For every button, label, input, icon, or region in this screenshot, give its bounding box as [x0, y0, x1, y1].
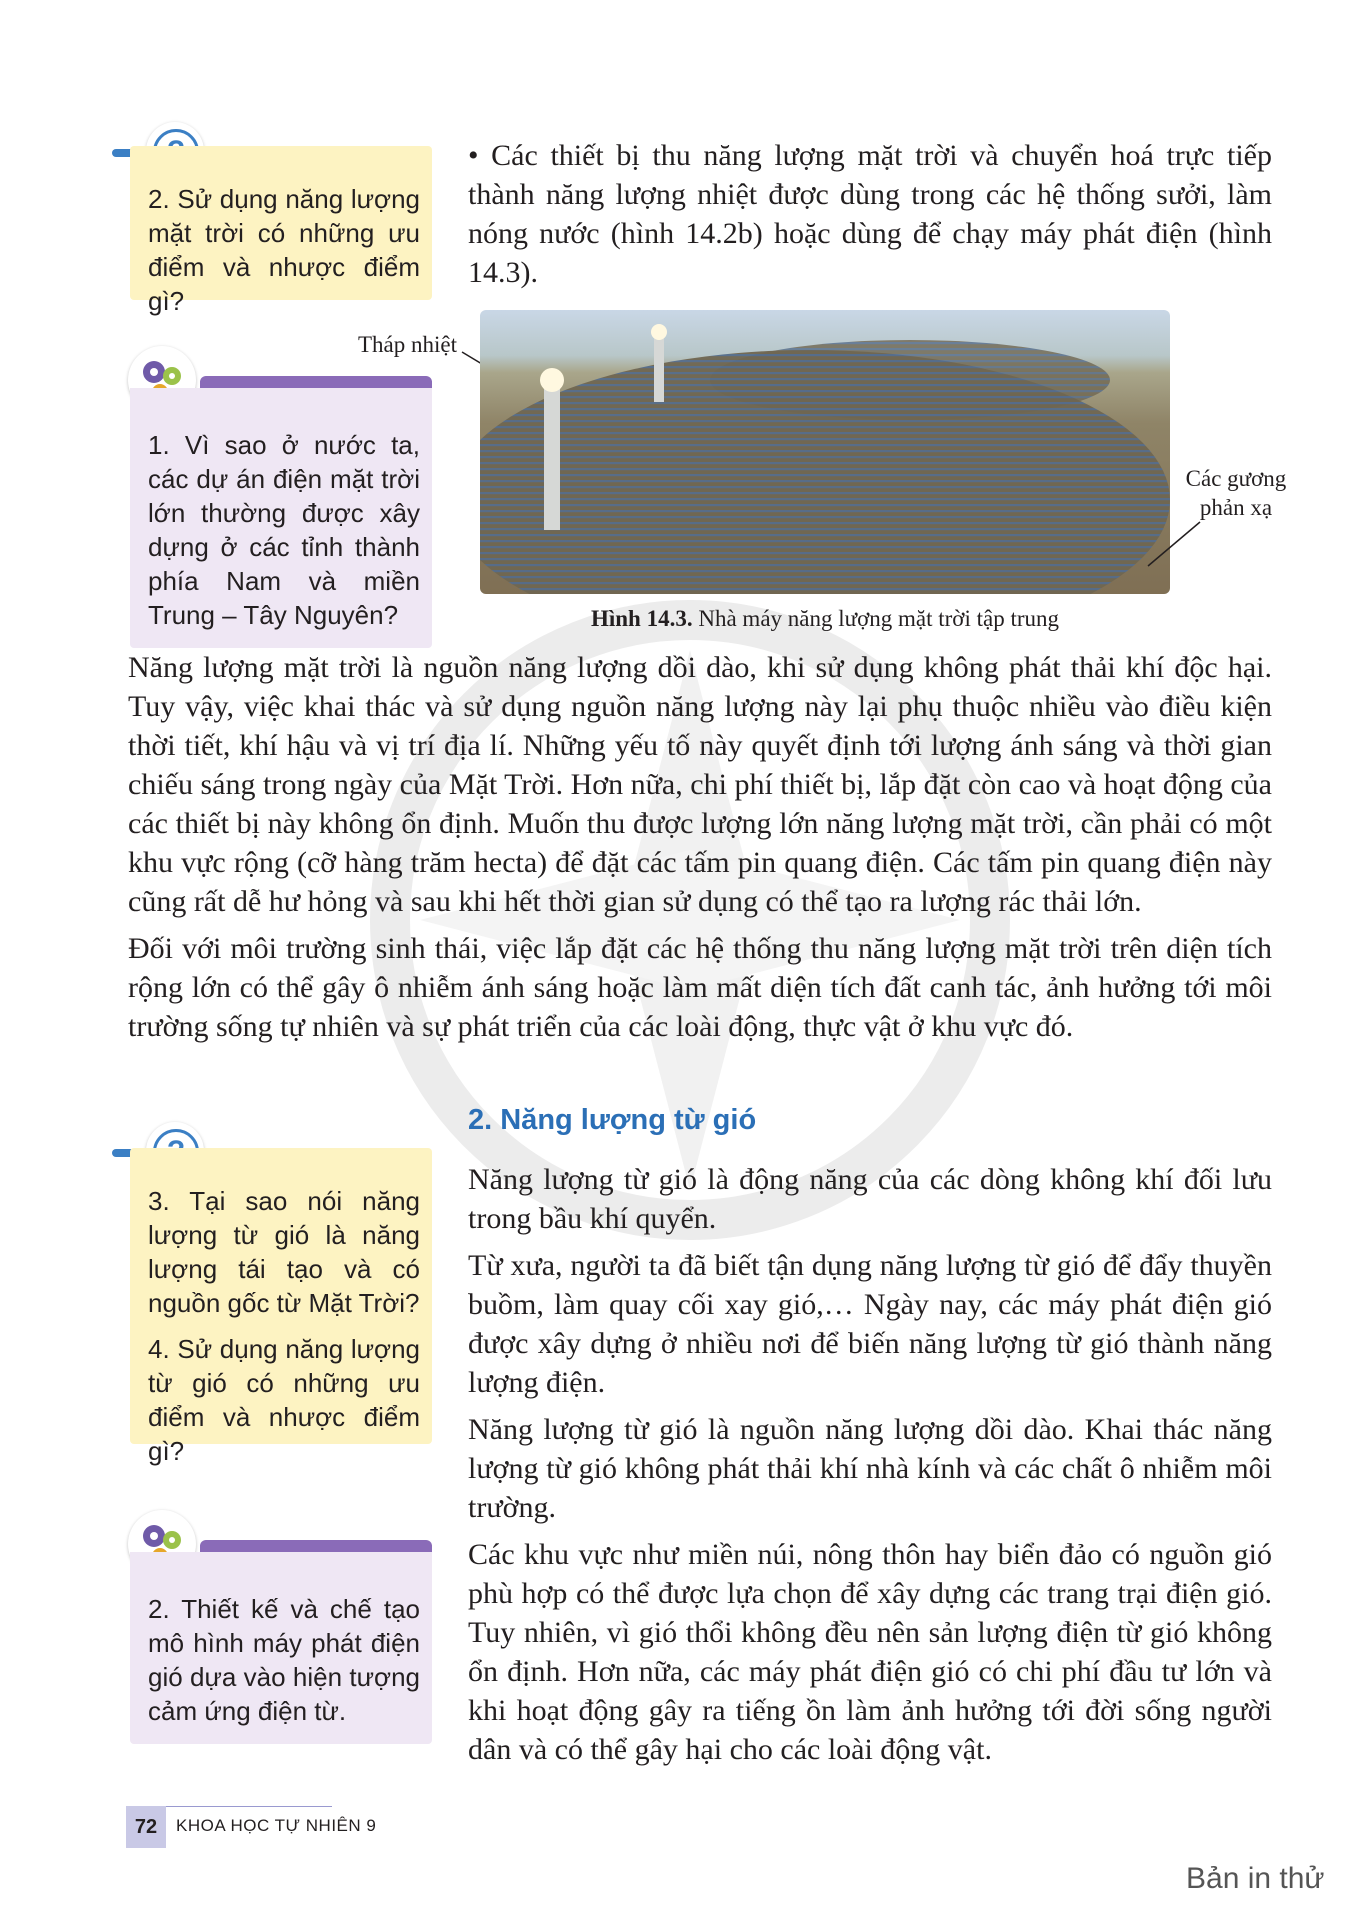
- wind-paragraphs: [468, 1160, 1272, 1777]
- page-number: 72: [134, 1816, 158, 1838]
- watermark-text: Bản in thử: [1186, 1862, 1325, 1895]
- question-text-4: 4. Sử dụng năng lượng từ gió có những ưu điểm và nhược điểm gì?: [148, 1334, 420, 1466]
- wind-paragraph-4: Các khu vực như miền núi, nông thôn hay biển đảo có nguồn gió phù hợp có thể được lựa chọn để xây dựng các trang trại điện gió. Tuy nhiên, vì gió thổi không đều nên sản lượng điện từ gió không ổn định. Hơn nữa, các máy phát điện gió có chi phí đầu tư lớn và khi hoạt động gây ra tiếng ồn làm ảnh hưởng tới đời sống người dân và có thể gây hại cho các loài động vật.: [468, 1538, 1272, 1766]
- label-mirrors: Các gương phản xạ: [1185, 466, 1287, 520]
- wind-paragraph-1: Năng lượng từ gió là động năng của các dòng không khí đối lưu trong bầu khí quyển.: [468, 1163, 1272, 1235]
- question-box-2: [130, 1148, 432, 1466]
- activity-text: 1. Vì sao ở nước ta, các dự án điện mặt trời lớn thường được xây dựng ở các tỉnh thành phía Nam và miền Trung – Tây Nguyên?: [130, 388, 432, 648]
- activity-box-2: [130, 1540, 432, 1744]
- section-heading: 2. Năng lượng từ gió: [468, 1104, 757, 1136]
- intro-bullet: [468, 136, 1272, 300]
- footer-book-title: KHOA HỌC TỰ NHIÊN 9: [176, 1816, 377, 1835]
- figure-caption: [480, 606, 1170, 632]
- wind-paragraph-3: Năng lượng từ gió là nguồn năng lượng dồi dào. Khai thác năng lượng từ gió không phát thải khí nhà kính và các chất ô nhiễm môi trường.: [468, 1413, 1272, 1524]
- footer-rule: [166, 1806, 332, 1807]
- footer-page-number: [126, 1806, 166, 1848]
- activity-text-2: 2. Thiết kế và chế tạo mô hình máy phát điện gió dựa vào hiện tượng cảm ứng điện từ.: [130, 1552, 432, 1744]
- activity-bar: [200, 376, 432, 388]
- activity-box-1: [130, 376, 432, 648]
- question-text-3: 3. Tại sao nói năng lượng từ gió là năng lượng tái tạo và có nguồn gốc từ Mặt Trời?: [148, 1186, 420, 1318]
- label-tower: Tháp nhiệt: [358, 332, 457, 357]
- mirrors-leader-line: [1144, 520, 1204, 570]
- paragraph-2: Đối với môi trường sinh thái, việc lắp đặt các hệ thống thu năng lượng mặt trời trên diện tích rộng lớn có thể gây ô nhiễm ánh sáng hoặc làm mất diện tích đất canh tác, ảnh hưởng tới môi trường sống tự nhiên và sự phát triển của các loài động, thực vật ở khu vực đó.: [128, 932, 1272, 1043]
- question-text: 2. Sử dụng năng lượng mặt trời có những ưu điểm và nhược điểm gì?: [148, 184, 420, 316]
- question-box-1: [130, 146, 432, 316]
- caption-bold: Hình 14.3.: [590, 606, 693, 631]
- paragraph-1: Năng lượng mặt trời là nguồn năng lượng dồi dào, khi sử dụng không phát thải khí độc hại. Tuy vậy, việc khai thác và sử dụng nguồn năng lượng này lại phụ thuộc nhiều vào điều kiện thời tiết, khí hậu và vị trí địa lí. Những yếu tố này quyết định tới lượng ánh sáng và thời gian chiếu sáng trong ngày của Mặt Trời. Hơn nữa, chi phí thiết bị, lắp đặt còn cao và hoạt động của các thiết bị này không ổn định. Muốn thu được lượng lớn năng lượng mặt trời, cần phải có một khu vực rộng (cỡ hàng trăm hecta) để đặt các tấm pin quang điện. Các tấm pin quang điện này cũng rất dễ hư hỏng và sau khi hết thời gian sử dụng có thể tạo ra lượng rác thải lớn.: [128, 651, 1272, 918]
- activity-bar: [200, 1540, 432, 1552]
- wind-paragraph-2: Từ xưa, người ta đã biết tận dụng năng lượng từ gió để đẩy thuyền buồm, làm quay cối xay gió,… Ngày nay, các máy phát điện gió được xây dựng ở nhiều nơi để biến năng lượng từ gió thành năng lượng điện.: [468, 1249, 1272, 1399]
- intro-bullet-text: • Các thiết bị thu năng lượng mặt trời và chuyển hoá trực tiếp thành năng lượng nhiệt được dùng trong các hệ thống sưởi, làm nóng nước (hình 14.2b) hoặc dùng để chạy máy phát điện (hình 14.3).: [468, 139, 1272, 289]
- main-paragraphs: [128, 648, 1272, 1054]
- solar-plant-photo: [480, 310, 1170, 594]
- caption-text: Nhà máy năng lượng mặt trời tập trung: [698, 606, 1059, 631]
